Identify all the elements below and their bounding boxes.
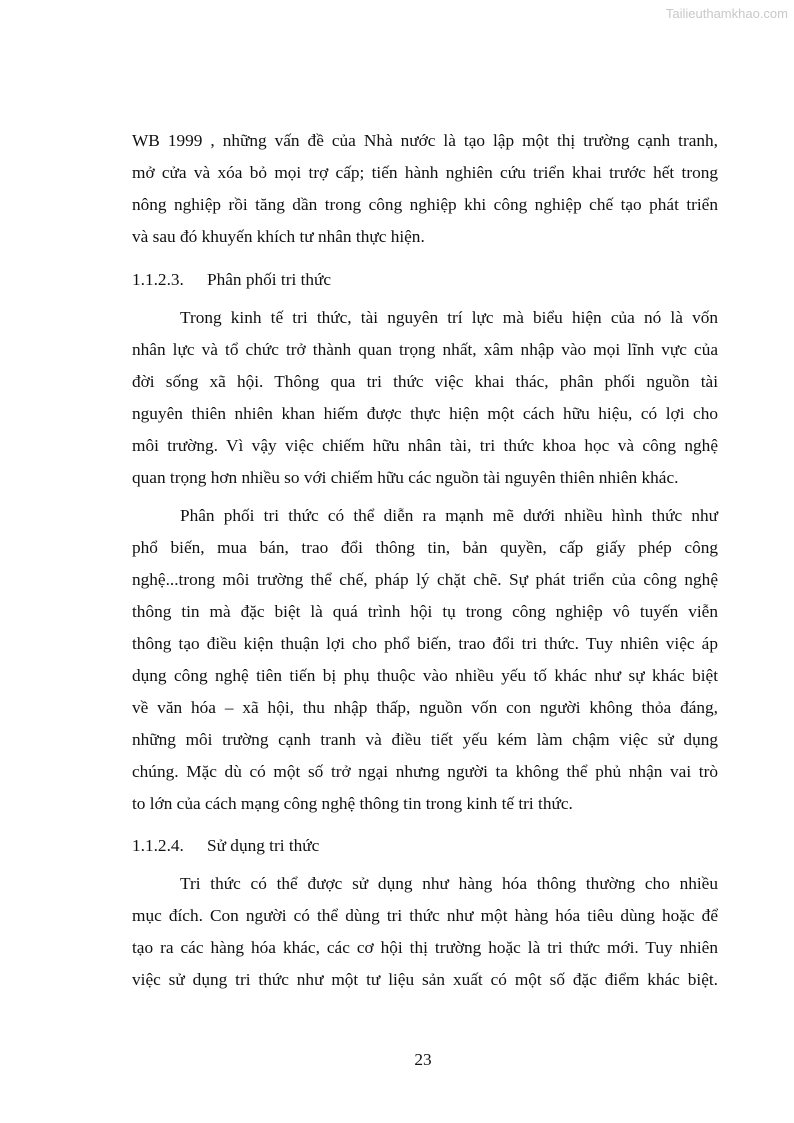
heading-number: 1.1.2.4. bbox=[132, 836, 184, 855]
text-line: thông tin mà đặc biệt là quá trình hội tụ trong công nghiệp vô tuyến viễn bbox=[132, 602, 718, 621]
text-line: Trong kinh tế tri thức, tài nguyên trí lực mà biểu hiện của nó là vốn bbox=[180, 308, 718, 327]
section-heading-1-1-2-3 bbox=[132, 264, 718, 296]
text-line: chúng. Mặc dù có một số trở ngại nhưng người ta không thể phủ nhận vai trò bbox=[132, 762, 718, 781]
text-line: tạo ra các hàng hóa khác, các cơ hội thị trường hoặc là tri thức mới. Tuy nhiên bbox=[132, 938, 718, 957]
text-line: dụng công nghệ tiên tiến bị phụ thuộc vào nhiều yếu tố khác như sự khác biệt bbox=[132, 666, 718, 685]
heading-title: Sử dụng tri thức bbox=[207, 836, 320, 855]
text-line: nhân lực và tổ chức trở thành quan trọng nhất, xâm nhập vào mọi lĩnh vực của bbox=[132, 340, 718, 359]
text-line: quan trọng hơn nhiều so với chiếm hữu các nguồn tài nguyên thiên nhiên khác. bbox=[132, 468, 679, 487]
text-line: Phân phối tri thức có thể diễn ra mạnh mẽ dưới nhiều hình thức như bbox=[180, 506, 718, 525]
text-line: WB 1999 , những vấn đề của Nhà nước là tạo lập một thị trường cạnh tranh, bbox=[132, 131, 718, 150]
text-line: nông nghiệp rồi tăng dần trong công nghiệp khi công nghiệp chế tạo phát triển bbox=[132, 195, 718, 214]
text-line: nguyên thiên nhiên khan hiếm được thực hiện một cách hữu hiệu, có lợi cho bbox=[132, 404, 718, 423]
text-line: những môi trường cạnh tranh và điều tiết yếu kém làm chậm việc sử dụng bbox=[132, 730, 718, 749]
text-line: về văn hóa – xã hội, thu nhập thấp, nguồn vốn con người không thỏa đáng, bbox=[132, 698, 718, 717]
section-heading-1-1-2-4 bbox=[132, 830, 718, 862]
heading-number: 1.1.2.3. bbox=[132, 270, 184, 289]
text-line: môi trường. Vì vậy việc chiếm hữu nhân tài, tri thức khoa học và công nghệ bbox=[132, 436, 718, 455]
paragraph-2 bbox=[132, 302, 718, 494]
text-line: Tri thức có thể được sử dụng như hàng hóa thông thường cho nhiều bbox=[180, 874, 718, 893]
text-line: việc sử dụng tri thức như một tư liệu sản xuất có một số đặc điểm khác biệt. bbox=[132, 970, 718, 989]
text-line: và sau đó khuyến khích tư nhân thực hiện. bbox=[132, 227, 425, 246]
text-line: mục đích. Con người có thể dùng tri thức như một hàng hóa tiêu dùng hoặc để bbox=[132, 906, 718, 925]
text-line: thông tạo điều kiện thuận lợi cho phổ biến, trao đổi tri thức. Tuy nhiên việc áp bbox=[132, 634, 718, 653]
paragraph-4 bbox=[132, 868, 718, 996]
heading-title: Phân phối tri thức bbox=[207, 270, 332, 289]
text-line: to lớn của cách mạng công nghệ thông tin trong kinh tế tri thức. bbox=[132, 794, 573, 813]
text-line: mở cửa và xóa bỏ mọi trợ cấp; tiến hành nghiên cứu triển khai trước hết trong bbox=[132, 163, 718, 182]
watermark: Tailieuthamkhao.com bbox=[665, 6, 788, 21]
paragraph-1 bbox=[132, 125, 718, 253]
text-line: đời sống xã hội. Thông qua tri thức việc khai thác, phân phối nguồn tài bbox=[132, 372, 718, 391]
text-line: nghệ...trong môi trường thể chế, pháp lý chặt chẽ. Sự phát triển của công nghệ bbox=[132, 570, 718, 589]
paragraph-3 bbox=[132, 500, 718, 820]
page-number: 23 bbox=[414, 1050, 432, 1069]
text-line: phổ biến, mua bán, trao đổi thông tin, bản quyền, cấp giấy phép công bbox=[132, 538, 718, 557]
